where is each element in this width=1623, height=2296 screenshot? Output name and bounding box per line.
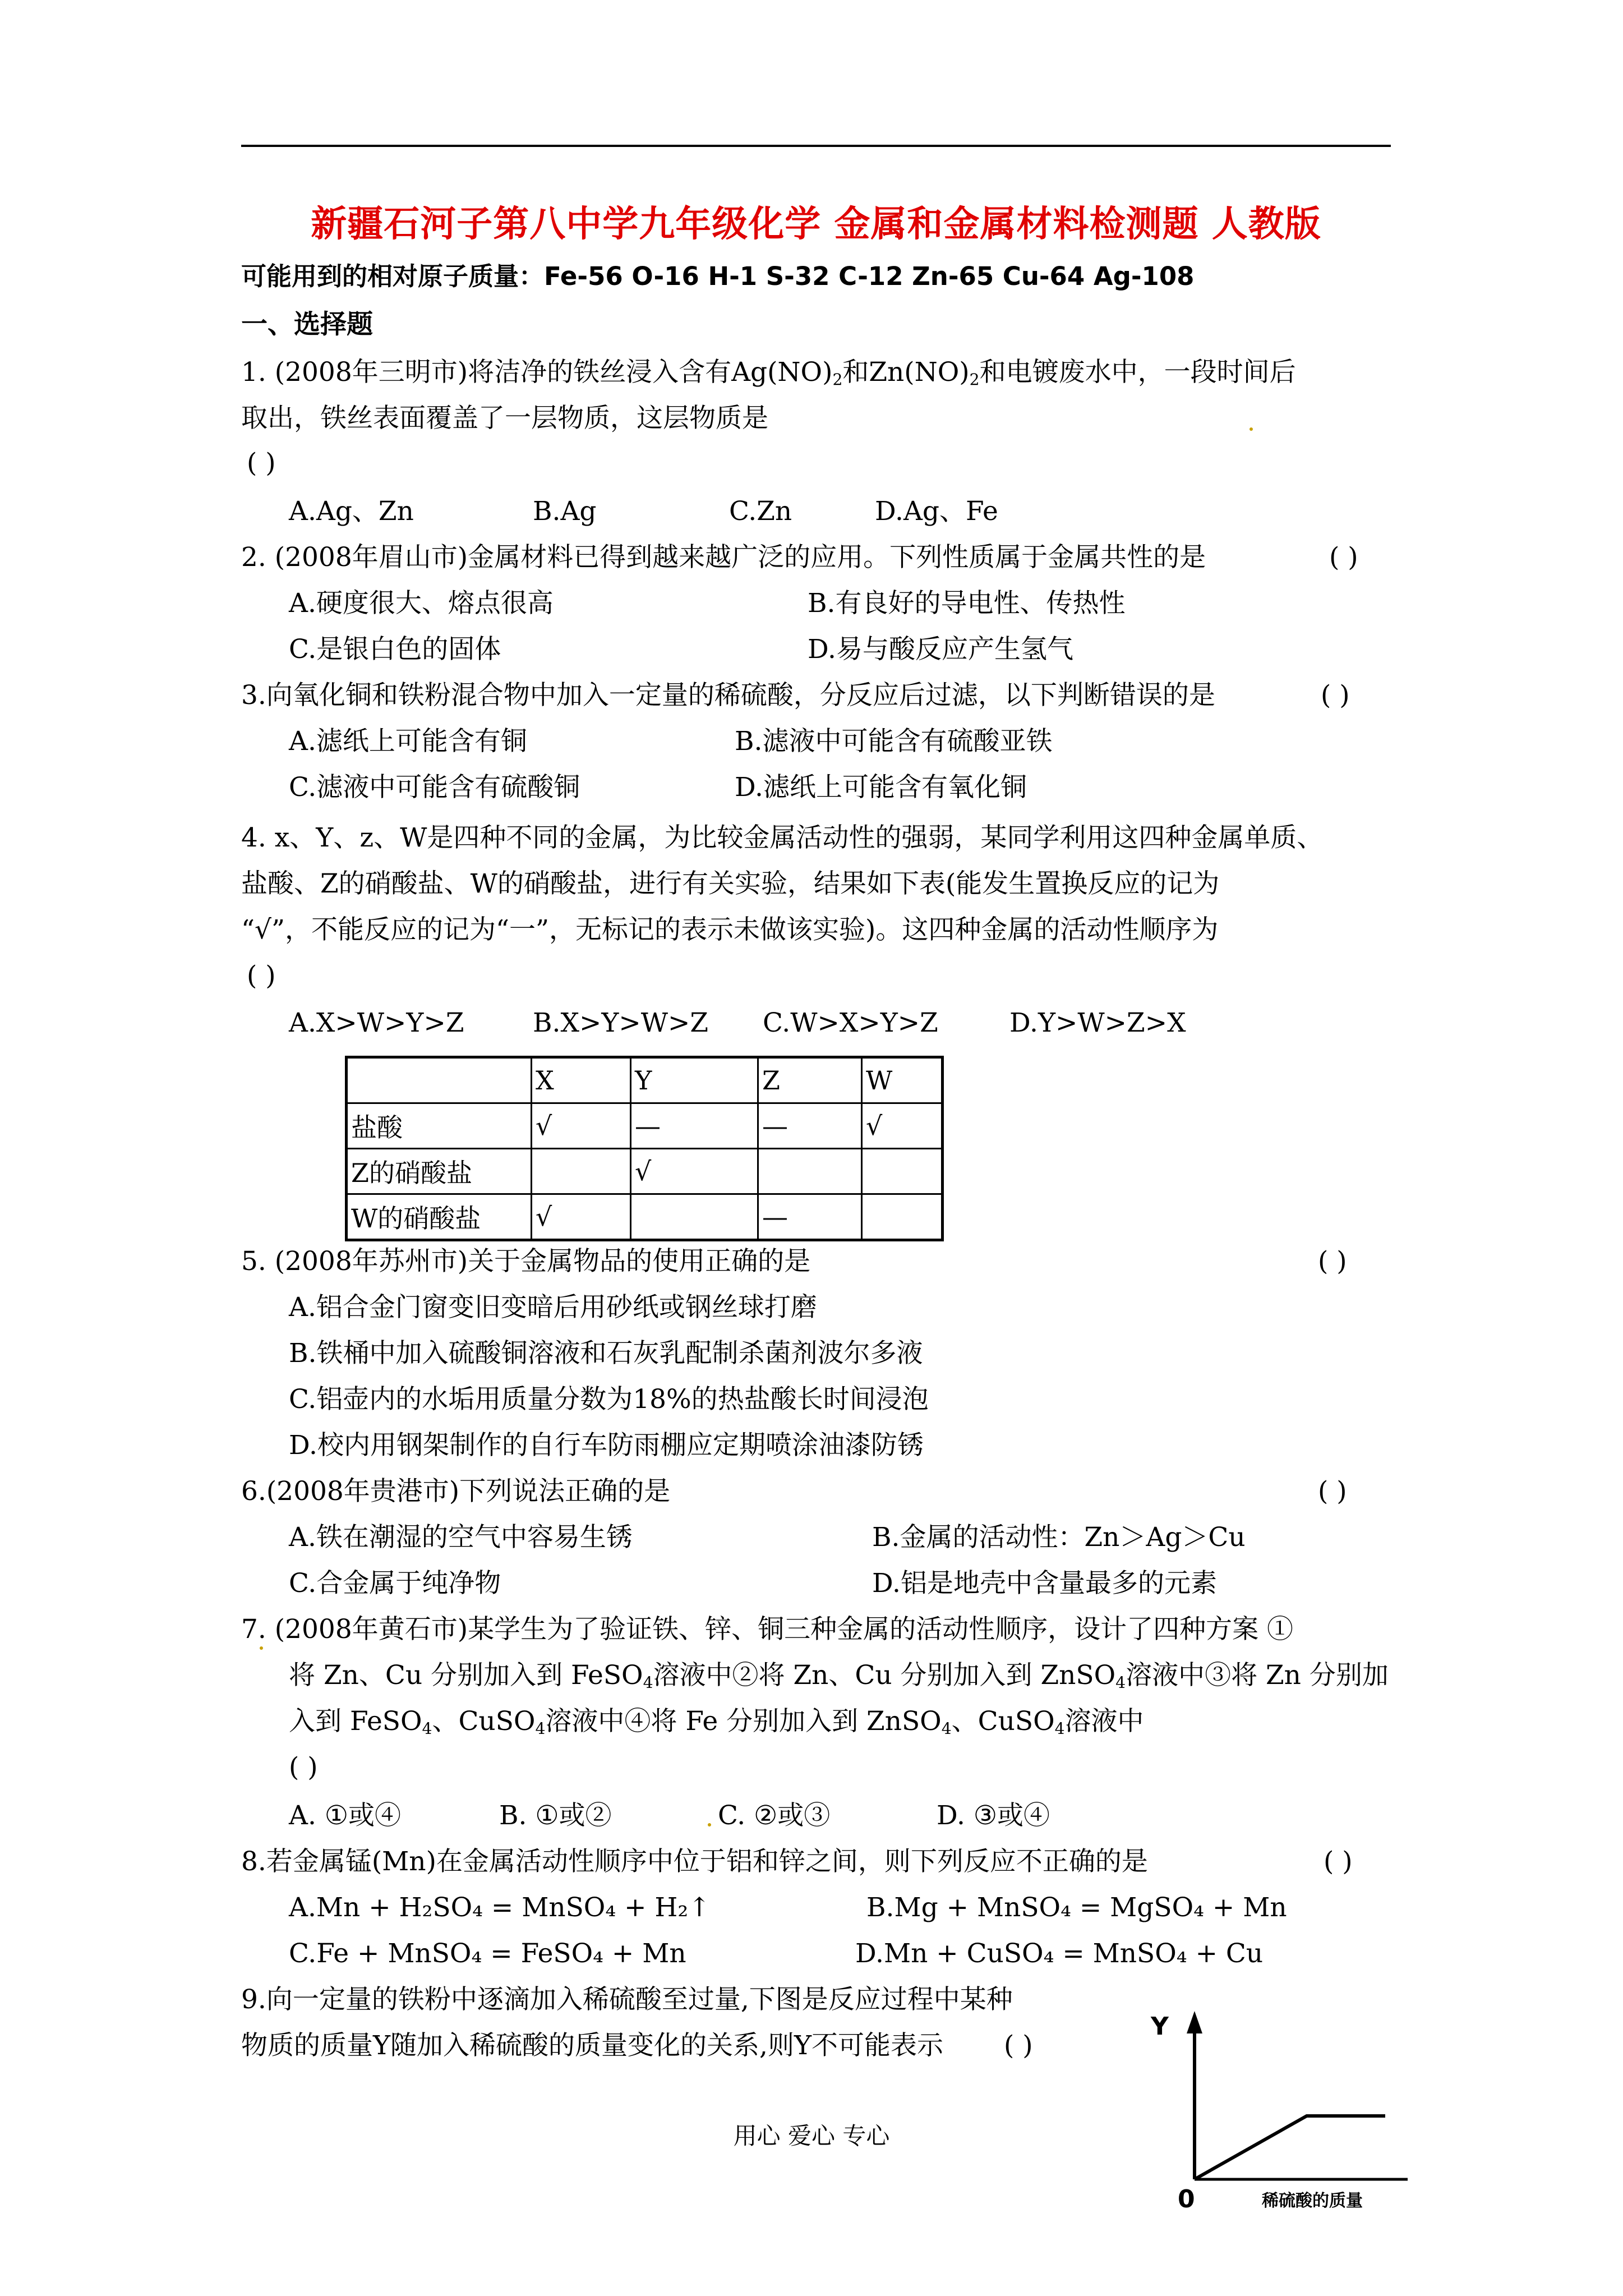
table-cell: — xyxy=(631,1103,758,1149)
q4-results-table xyxy=(345,1056,944,1241)
q1-option-c: C.Zn xyxy=(729,496,792,527)
q8-stem: 8.若金属锰(Mn)在金属活动性顺序中位于铝和锌之间，则下列反应不正确的是 xyxy=(241,1846,1148,1877)
page-title: 新疆石河子第八中学九年级化学 金属和金属材料检测题 人教版 xyxy=(311,204,1321,245)
table-cell xyxy=(347,1057,532,1103)
q7-option-d: D. ③或④ xyxy=(937,1800,1050,1831)
q2-stem: 2. (2008年眉山市)金属材料已得到越来越广泛的应用。下列性质属于金属共性的是 xyxy=(241,542,1206,573)
y-axis-label: Y xyxy=(1151,2012,1169,2041)
table-cell: Z的硝酸盐 xyxy=(347,1149,532,1194)
q6-option-d: D.铝是地壳中含量最多的元素 xyxy=(872,1568,1217,1599)
page-footer: 用心 爱心 专心 xyxy=(733,2122,890,2150)
q9-answer-paren: ( ) xyxy=(1004,2030,1033,2061)
table-cell: √ xyxy=(532,1194,631,1240)
q2-option-c: C.是银白色的固体 xyxy=(289,634,501,665)
q4-option-c: C.W>X>Y>Z xyxy=(763,1007,938,1038)
table-cell: — xyxy=(758,1103,862,1149)
q6-option-c: C.合金属于纯净物 xyxy=(289,1568,501,1599)
q3-stem: 3.向氧化铜和铁粉混合物中加入一定量的稀硫酸，分反应后过滤，以下判断错误的是 xyxy=(241,680,1215,711)
q4-answer-paren: ( ) xyxy=(247,960,276,991)
q5-answer-paren: ( ) xyxy=(1318,1246,1347,1277)
table-cell: Z xyxy=(758,1057,862,1103)
q2-option-d: D.易与酸反应产生氢气 xyxy=(808,634,1073,665)
table-cell: √ xyxy=(631,1149,758,1194)
table-cell: Y xyxy=(631,1057,758,1103)
q5-option-d: D.校内用钢架制作的自行车防雨棚应定期喷涂油漆防锈 xyxy=(289,1430,924,1461)
table-cell: W的硝酸盐 xyxy=(347,1194,532,1240)
table-row xyxy=(347,1103,943,1149)
q8-option-c: C.Fe + MnSO₄ = FeSO₄ + Mn xyxy=(289,1938,686,1969)
q7-option-b: B. ①或② xyxy=(499,1800,612,1831)
header-rule xyxy=(241,145,1391,147)
q9-stem-line2: 物质的质量Y随加入稀硫酸的质量变化的关系,则Y不可能表示 xyxy=(241,2030,943,2061)
q1-stem-line2: 取出，铁丝表面覆盖了一层物质，这层物质是 xyxy=(241,403,768,434)
q1-stem-line1: 1. (2008年三明市)将洁净的铁丝浸入含有$Ag(NO)_2$和$Zn(NO)_2$和电镀废水中，一段时间后 xyxy=(241,357,1296,389)
q2-option-b: B.有良好的导电性、传热性 xyxy=(808,588,1126,619)
q6-answer-paren: ( ) xyxy=(1318,1476,1347,1507)
atomic-masses: 可能用到的相对原子质量：Fe-56 O-16 H-1 S-32 C-12 Zn-65 Cu-64 Ag-108 xyxy=(241,261,1195,291)
q5-stem: 5. (2008年苏州市)关于金属物品的使用正确的是 xyxy=(241,1246,811,1277)
q7-option-c: C. ②或③ xyxy=(718,1800,831,1831)
table-cell xyxy=(631,1194,758,1240)
q1-answer-paren: ( ) xyxy=(247,448,276,478)
table-cell: X xyxy=(532,1057,631,1103)
table-cell: W xyxy=(862,1057,943,1103)
q4-option-b: B.X>Y>W>Z xyxy=(533,1007,709,1038)
q6-option-a: A.铁在潮湿的空气中容易生锈 xyxy=(289,1522,633,1553)
stray-mark xyxy=(708,1823,711,1826)
q3-answer-paren: ( ) xyxy=(1321,680,1350,711)
table-row xyxy=(347,1149,943,1194)
q9-graph xyxy=(1138,2000,1430,2219)
q4-option-a: A.X>W>Y>Z xyxy=(289,1007,464,1038)
table-cell xyxy=(862,1149,943,1194)
table-cell xyxy=(532,1149,631,1194)
q1-option-d: D.Ag、Fe xyxy=(875,496,998,527)
q8-option-d: D.Mn + CuSO₄ = MnSO₄ + Cu xyxy=(855,1938,1264,1969)
q3-option-a: A.滤纸上可能含有铜 xyxy=(289,726,527,757)
table-cell: √ xyxy=(862,1103,943,1149)
q4-stem-line1: 4. x、Y、z、W是四种不同的金属，为比较金属活动性的强弱，某同学利用这四种金属单质、 xyxy=(241,822,1324,853)
q4-stem-line3: “√”，不能反应的记为“一”，无标记的表示未做该实验)。这四种金属的活动性顺序为 xyxy=(241,914,1219,945)
q7-stem-line2: 将 Zn、Cu 分别加入到 FeSO$_4$溶液中②将 Zn、Cu 分别加入到 ZnSO$_4$溶液中③将 Zn 分别加 xyxy=(289,1660,1389,1692)
q9-stem-line1: 9.向一定量的铁粉中逐滴加入稀硫酸至过量,下图是反应过程中某种 xyxy=(241,1984,1013,2015)
q6-stem: 6.(2008年贵港市)下列说法正确的是 xyxy=(241,1476,671,1507)
q8-option-a: A.Mn + H₂SO₄ = MnSO₄ + H₂↑ xyxy=(289,1892,711,1923)
q8-answer-paren: ( ) xyxy=(1324,1846,1353,1877)
q4-stem-line2: 盐酸、Z的硝酸盐、W的硝酸盐，进行有关实验，结果如下表(能发生置换反应的记为 xyxy=(241,868,1220,899)
q3-option-c: C.滤液中可能含有硫酸铜 xyxy=(289,772,580,803)
origin-label: 0 xyxy=(1178,2185,1195,2214)
q7-stem-line3: 入到 FeSO$_4$、CuSO$_4$溶液中④将 Fe 分别加入到 ZnSO$_4$、CuSO$_4$溶液中 xyxy=(289,1706,1144,1738)
x-axis-label: 稀硫酸的质量 xyxy=(1262,2191,1363,2211)
q8-option-b: B.Mg + MnSO₄ = MgSO₄ + Mn xyxy=(866,1892,1287,1923)
table-cell: — xyxy=(758,1194,862,1240)
section-title: 一、选择题 xyxy=(241,309,373,340)
y-axis-arrow-icon xyxy=(1187,2011,1202,2033)
q2-option-a: A.硬度很大、熔点很高 xyxy=(289,588,554,619)
table-row xyxy=(347,1194,943,1240)
table-cell: √ xyxy=(532,1103,631,1149)
q6-option-b: B.金属的活动性：Zn＞Ag＞Cu xyxy=(872,1522,1246,1553)
stray-mark xyxy=(260,1646,263,1650)
q3-option-d: D.滤纸上可能含有氧化铜 xyxy=(735,772,1027,803)
table-cell xyxy=(862,1194,943,1240)
q5-option-c: C.铝壶内的水垢用质量分数为18%的热盐酸长时间浸泡 xyxy=(289,1384,929,1415)
q7-answer-paren: ( ) xyxy=(289,1752,318,1783)
q7-stem-line1: 7. (2008年黄石市)某学生为了验证铁、锌、铜三种金属的活动性顺序，设计了四种方案 ① xyxy=(241,1614,1294,1645)
q5-option-b: B.铁桶中加入硫酸铜溶液和石灰乳配制杀菌剂波尔多液 xyxy=(289,1338,923,1369)
q3-option-b: B.滤液中可能含有硫酸亚铁 xyxy=(735,726,1053,757)
stray-mark xyxy=(1249,427,1253,431)
q5-option-a: A.铝合金门窗变旧变暗后用砂纸或钢丝球打磨 xyxy=(289,1292,817,1323)
q1-option-a: A.Ag、Zn xyxy=(289,496,414,527)
table-cell xyxy=(758,1149,862,1194)
table-cell: 盐酸 xyxy=(347,1103,532,1149)
q1-option-b: B.Ag xyxy=(533,496,597,527)
q2-answer-paren: ( ) xyxy=(1329,542,1358,573)
q4-option-d: D.Y>W>Z>X xyxy=(1009,1007,1186,1038)
table-header-row xyxy=(347,1057,943,1103)
q7-option-a: A. ①或④ xyxy=(289,1800,401,1831)
